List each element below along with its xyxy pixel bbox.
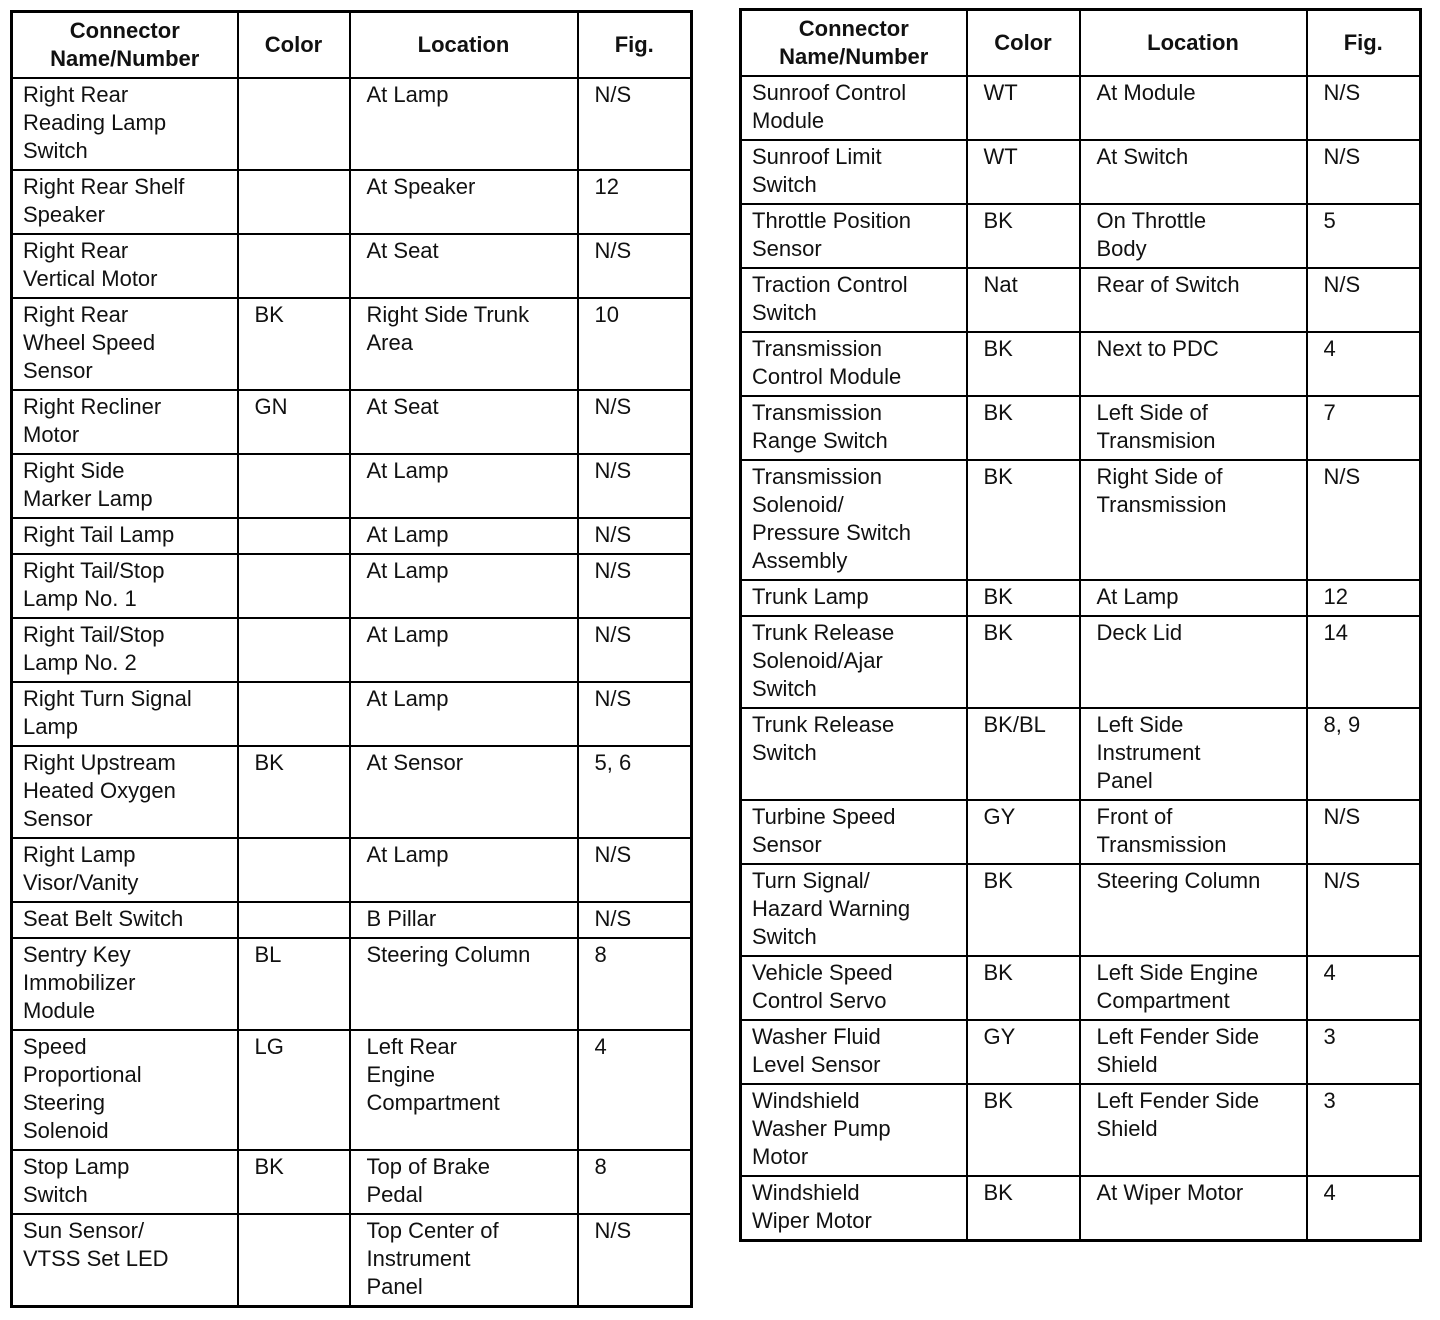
table-row	[12, 1214, 692, 1307]
cell-connector-name: Right Lamp Visor/Vanity	[12, 838, 238, 902]
cell-location: Left Side Instrument Panel	[1080, 708, 1307, 800]
table-row	[12, 618, 692, 682]
cell-connector-name: Sentry Key Immobilizer Module	[12, 938, 238, 1030]
cell-color: LG	[238, 1030, 350, 1150]
header-location: Location	[1080, 10, 1307, 77]
table-row	[12, 1030, 692, 1150]
cell-location: At Wiper Motor	[1080, 1176, 1307, 1241]
table-row	[741, 616, 1421, 708]
cell-fig: N/S	[578, 554, 692, 618]
cell-color: BK	[238, 1150, 350, 1214]
table-row	[741, 864, 1421, 956]
table-row	[12, 234, 692, 298]
table-row	[12, 838, 692, 902]
cell-fig: 10	[578, 298, 692, 390]
table-row	[741, 140, 1421, 204]
cell-connector-name: Sunroof Control Module	[741, 76, 967, 140]
cell-connector-name: Turbine Speed Sensor	[741, 800, 967, 864]
cell-location: At Switch	[1080, 140, 1307, 204]
cell-fig: N/S	[1307, 140, 1421, 204]
header-color: Color	[238, 12, 350, 79]
cell-fig: N/S	[578, 838, 692, 902]
table-row	[12, 170, 692, 234]
cell-fig: 8, 9	[1307, 708, 1421, 800]
cell-fig: N/S	[578, 1214, 692, 1307]
table-row	[12, 1150, 692, 1214]
cell-connector-name: Trunk Release Switch	[741, 708, 967, 800]
cell-location: Steering Column	[1080, 864, 1307, 956]
cell-fig: 5	[1307, 204, 1421, 268]
cell-color	[238, 902, 350, 938]
table-row	[741, 76, 1421, 140]
header-location: Location	[350, 12, 578, 79]
cell-location: At Lamp	[350, 454, 578, 518]
cell-color: BK	[967, 1084, 1080, 1176]
cell-connector-name: Sunroof Limit Switch	[741, 140, 967, 204]
cell-color: BK	[967, 616, 1080, 708]
cell-connector-name: Right Side Marker Lamp	[12, 454, 238, 518]
table-row	[12, 78, 692, 170]
cell-location: Rear of Switch	[1080, 268, 1307, 332]
cell-fig: N/S	[578, 234, 692, 298]
cell-fig: 4	[1307, 332, 1421, 396]
cell-location: At Lamp	[1080, 580, 1307, 616]
cell-location: At Module	[1080, 76, 1307, 140]
cell-connector-name: Right Rear Shelf Speaker	[12, 170, 238, 234]
cell-fig: N/S	[578, 618, 692, 682]
header-color: Color	[967, 10, 1080, 77]
cell-color: BK	[238, 746, 350, 838]
cell-location: Left Side of Transmision	[1080, 396, 1307, 460]
cell-fig: 14	[1307, 616, 1421, 708]
cell-color	[238, 170, 350, 234]
cell-connector-name: Traction Control Switch	[741, 268, 967, 332]
cell-location: At Lamp	[350, 682, 578, 746]
cell-location: At Sensor	[350, 746, 578, 838]
cell-fig: 7	[1307, 396, 1421, 460]
cell-color: BL	[238, 938, 350, 1030]
cell-location: B Pillar	[350, 902, 578, 938]
table-row	[741, 204, 1421, 268]
cell-fig: N/S	[578, 682, 692, 746]
table-header-row	[741, 10, 1421, 77]
cell-color: BK	[967, 1176, 1080, 1241]
table-body-right	[741, 76, 1421, 1241]
cell-connector-name: Vehicle Speed Control Servo	[741, 956, 967, 1020]
cell-location: At Speaker	[350, 170, 578, 234]
cell-color: BK	[967, 460, 1080, 580]
table-row	[12, 390, 692, 454]
cell-location: At Lamp	[350, 78, 578, 170]
cell-color: BK	[967, 956, 1080, 1020]
table-row	[741, 956, 1421, 1020]
cell-connector-name: Transmission Range Switch	[741, 396, 967, 460]
connector-table-left	[10, 10, 693, 1308]
cell-connector-name: Trunk Release Solenoid/Ajar Switch	[741, 616, 967, 708]
cell-color	[238, 454, 350, 518]
header-connector-name: Connector Name/Number	[12, 12, 238, 79]
table-row	[741, 800, 1421, 864]
table-row	[741, 332, 1421, 396]
cell-color	[238, 518, 350, 554]
cell-connector-name: Right Turn Signal Lamp	[12, 682, 238, 746]
cell-connector-name: Right Rear Reading Lamp Switch	[12, 78, 238, 170]
cell-fig: N/S	[578, 78, 692, 170]
cell-color: GN	[238, 390, 350, 454]
cell-fig: 4	[1307, 956, 1421, 1020]
table-row	[12, 554, 692, 618]
table-row	[741, 396, 1421, 460]
cell-connector-name: Trunk Lamp	[741, 580, 967, 616]
cell-fig: N/S	[1307, 268, 1421, 332]
cell-color: BK	[967, 396, 1080, 460]
cell-fig: N/S	[578, 454, 692, 518]
table-row	[741, 268, 1421, 332]
table-row	[12, 682, 692, 746]
cell-location: At Lamp	[350, 838, 578, 902]
cell-connector-name: Windshield Washer Pump Motor	[741, 1084, 967, 1176]
table-row	[12, 938, 692, 1030]
cell-connector-name: Right Tail Lamp	[12, 518, 238, 554]
table-row	[12, 454, 692, 518]
cell-color: BK/BL	[967, 708, 1080, 800]
header-fig: Fig.	[1307, 10, 1421, 77]
cell-connector-name: Speed Proportional Steering Solenoid	[12, 1030, 238, 1150]
cell-location: Front of Transmission	[1080, 800, 1307, 864]
cell-fig: N/S	[1307, 800, 1421, 864]
cell-connector-name: Right Tail/Stop Lamp No. 2	[12, 618, 238, 682]
cell-connector-name: Right Upstream Heated Oxygen Sensor	[12, 746, 238, 838]
cell-location: Left Fender Side Shield	[1080, 1020, 1307, 1084]
cell-fig: 4	[578, 1030, 692, 1150]
table-row	[741, 1084, 1421, 1176]
cell-fig: N/S	[578, 390, 692, 454]
cell-color	[238, 838, 350, 902]
cell-fig: 8	[578, 938, 692, 1030]
cell-location: Next to PDC	[1080, 332, 1307, 396]
cell-color: GY	[967, 1020, 1080, 1084]
cell-color: Nat	[967, 268, 1080, 332]
cell-color: BK	[967, 332, 1080, 396]
table-body-left	[12, 78, 692, 1307]
table-row	[12, 298, 692, 390]
cell-location: On Throttle Body	[1080, 204, 1307, 268]
connector-table-right	[739, 8, 1422, 1242]
table-row	[12, 902, 692, 938]
cell-fig: N/S	[578, 518, 692, 554]
cell-fig: 3	[1307, 1084, 1421, 1176]
cell-location: At Seat	[350, 390, 578, 454]
table-row	[12, 746, 692, 838]
cell-color	[238, 618, 350, 682]
cell-fig: 12	[578, 170, 692, 234]
cell-fig: N/S	[578, 902, 692, 938]
cell-location: Right Side of Transmission	[1080, 460, 1307, 580]
table-header-row	[12, 12, 692, 79]
table-row	[741, 1176, 1421, 1241]
cell-color: BK	[238, 298, 350, 390]
cell-color	[238, 234, 350, 298]
cell-location: At Seat	[350, 234, 578, 298]
cell-connector-name: Turn Signal/ Hazard Warning Switch	[741, 864, 967, 956]
cell-color: BK	[967, 204, 1080, 268]
cell-color	[238, 682, 350, 746]
cell-location: Left Rear Engine Compartment	[350, 1030, 578, 1150]
table-row	[741, 708, 1421, 800]
cell-connector-name: Sun Sensor/ VTSS Set LED	[12, 1214, 238, 1307]
cell-fig: 3	[1307, 1020, 1421, 1084]
cell-connector-name: Right Rear Wheel Speed Sensor	[12, 298, 238, 390]
cell-location: Top Center of Instrument Panel	[350, 1214, 578, 1307]
cell-color	[238, 1214, 350, 1307]
table-row	[741, 1020, 1421, 1084]
cell-location: At Lamp	[350, 554, 578, 618]
cell-location: Deck Lid	[1080, 616, 1307, 708]
cell-color: WT	[967, 76, 1080, 140]
cell-color: GY	[967, 800, 1080, 864]
cell-location: At Lamp	[350, 618, 578, 682]
cell-color	[238, 554, 350, 618]
cell-location: Right Side Trunk Area	[350, 298, 578, 390]
cell-location: Top of Brake Pedal	[350, 1150, 578, 1214]
cell-location: Left Fender Side Shield	[1080, 1084, 1307, 1176]
cell-connector-name: Transmission Solenoid/ Pressure Switch Assembly	[741, 460, 967, 580]
cell-fig: 4	[1307, 1176, 1421, 1241]
cell-color	[238, 78, 350, 170]
table-row	[12, 518, 692, 554]
table-row	[741, 580, 1421, 616]
cell-fig: 12	[1307, 580, 1421, 616]
cell-fig: N/S	[1307, 864, 1421, 956]
cell-connector-name: Right Rear Vertical Motor	[12, 234, 238, 298]
cell-fig: N/S	[1307, 76, 1421, 140]
cell-fig: N/S	[1307, 460, 1421, 580]
cell-connector-name: Right Tail/Stop Lamp No. 1	[12, 554, 238, 618]
cell-location: At Lamp	[350, 518, 578, 554]
header-fig: Fig.	[578, 12, 692, 79]
cell-connector-name: Transmission Control Module	[741, 332, 967, 396]
header-connector-name: Connector Name/Number	[741, 10, 967, 77]
cell-connector-name: Washer Fluid Level Sensor	[741, 1020, 967, 1084]
cell-connector-name: Stop Lamp Switch	[12, 1150, 238, 1214]
cell-fig: 8	[578, 1150, 692, 1214]
cell-color: WT	[967, 140, 1080, 204]
cell-connector-name: Windshield Wiper Motor	[741, 1176, 967, 1241]
cell-fig: 5, 6	[578, 746, 692, 838]
cell-location: Steering Column	[350, 938, 578, 1030]
cell-connector-name: Seat Belt Switch	[12, 902, 238, 938]
table-row	[741, 460, 1421, 580]
cell-color: BK	[967, 864, 1080, 956]
cell-connector-name: Right Recliner Motor	[12, 390, 238, 454]
cell-location: Left Side Engine Compartment	[1080, 956, 1307, 1020]
cell-connector-name: Throttle Position Sensor	[741, 204, 967, 268]
cell-color: BK	[967, 580, 1080, 616]
